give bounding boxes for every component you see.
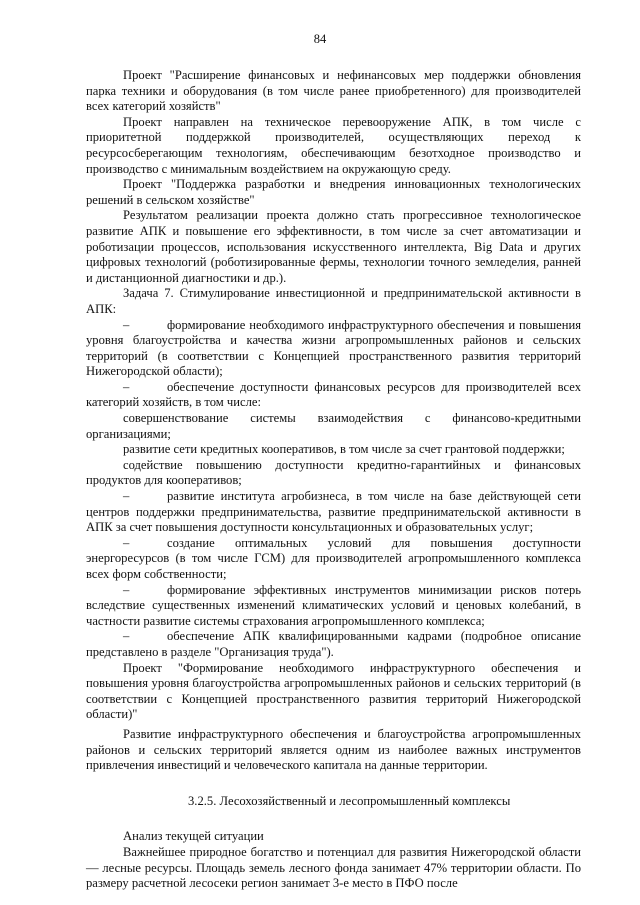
sub-item: совершенствование системы взаимодействия с финансово-кредитными организациями; — [86, 411, 581, 441]
dash-mark: – — [123, 535, 130, 550]
bullet-text: развитие института агробизнеса, в том числе на базе действующей сети центров поддержки предпринимательства, развитие предпринимательской активности в АПК за счет повышения доступности консультационных и образовательных услуг; — [86, 489, 581, 535]
paragraph: Проект направлен на техническое перевооружение АПК, в том числе с приоритетной поддержкой производителей, осуществляющих переход к ресурсосберегающим технологиям, обеспечивающим безотходное производство и производство с минимальным воздействием на окружающую среду. — [86, 114, 581, 176]
bullet-item — [86, 583, 581, 630]
analysis-title: Анализ текущей ситуации — [123, 829, 264, 844]
dash-mark: – — [123, 629, 130, 644]
dash-mark: – — [123, 317, 130, 332]
bullet-item — [86, 536, 581, 583]
bullet-item — [86, 629, 581, 660]
paragraph: Развитие инфраструктурного обеспечения и благоустройства агропромышленных районов и сельских территорий является одним из наиболее важных инструментов привлечения инвестиций и человеческого капитала на данные территории. — [86, 726, 581, 773]
paragraph: Проект "Формирование необходимого инфраструктурного обеспечения и повышения уровня благоустройства агропромышленных районов и сельских территорий (в соответствии с Концепцией пространственного развития территорий Нижегородской области)" — [86, 660, 581, 722]
bullet-text: обеспечение доступности финансовых ресурсов для производителей всех категорий хозяйств, в том числе: — [86, 379, 581, 410]
dash-mark: – — [123, 379, 130, 394]
paragraph: Важнейшее природное богатство и потенциал для развития Нижегородской области — лесные ресурсы. Площадь земель лесного фонда занимает 47% территории области. По размеру расчетной лесосеки регион занимает 3-е место в ПФО после — [86, 844, 581, 891]
document-body — [86, 68, 581, 892]
bullet-text: формирование эффективных инструментов минимизации рисков потерь вследствие существенных изменений климатических условий и ценовых колебаний, в частности развитие системы страхования агропромышленного комплекса; — [86, 582, 581, 628]
bullet-item — [86, 318, 581, 380]
paragraph: Результатом реализации проекта должно стать прогрессивное технологическое развитие АПК и повышение его эффективности, в том числе за счет автоматизации и роботизации процессов, использования искусственного интеллекта, Big Data и других цифровых технологий (роботизированные фермы, технологии точного земледелия, ранней и дистанционной диагностики и др.). — [86, 208, 581, 285]
sub-item: развитие сети кредитных кооперативов, в том числе за счет грантовой поддержки; — [123, 442, 565, 457]
dash-mark: – — [123, 582, 130, 597]
bullet-text: обеспечение АПК квалифицированными кадрами (подробное описание представлено в разделе "Организация труда"). — [86, 629, 581, 659]
bullet-text: создание оптимальных условий для повышения доступности энергоресурсов (в том числе ГСМ) для производителей агропромышленного комплекса всех форм собственности; — [86, 535, 581, 581]
task-heading: Задача 7. Стимулирование инвестиционной и предпринимательской активности в АПК: — [86, 286, 581, 316]
paragraph: Проект "Расширение финансовых и нефинансовых мер поддержки обновления парка техники и оборудования (в том числе ранее приобретенного) для производителей всех категорий хозяйств" — [86, 68, 581, 114]
page-number: 84 — [313, 32, 327, 46]
bullet-item — [86, 380, 581, 411]
dash-mark: – — [123, 489, 130, 504]
paragraph: Проект "Поддержка разработки и внедрения инновационных технологических решений в сельском хозяйстве" — [86, 177, 581, 207]
bullet-item — [86, 489, 581, 536]
sub-item: содействие повышению доступности кредитно-гарантийных и финансовых продуктов для кооперативов; — [86, 457, 581, 488]
bullet-text: формирование необходимого инфраструктурного обеспечения и повышения уровня благоустройства и качества жизни агропромышленных районов и сельских территорий (в соответствии с Концепцией пространственного развития территорий Нижегородской области); — [86, 317, 581, 379]
section-title: 3.2.5. Лесохозяйственный и лесопромышленный комплексы — [188, 793, 511, 808]
